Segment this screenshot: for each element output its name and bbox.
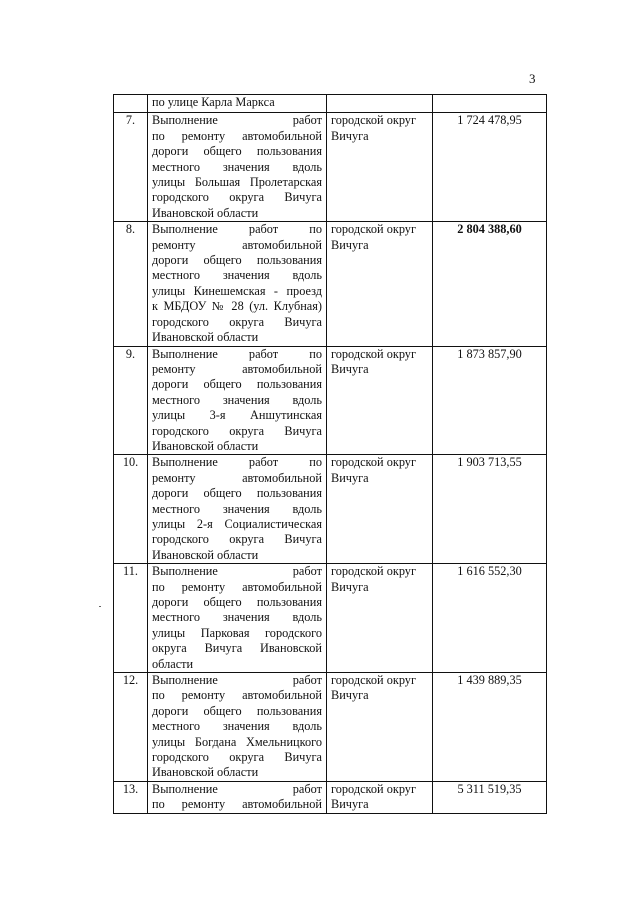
description-line: улицы Богдана Хмельницкого (152, 734, 322, 749)
description-line: Выполнение работ (152, 781, 322, 796)
table-row (114, 564, 547, 673)
table-row (114, 222, 547, 346)
description-line: Выполнение работ (152, 113, 322, 128)
description-line: дороги общего пользования (152, 595, 322, 609)
row-number: 7. (114, 113, 148, 222)
row-place (327, 95, 433, 113)
row-number: 11. (114, 564, 148, 673)
row-number: 9. (114, 346, 148, 455)
description-line: городского округа Вичуга (152, 423, 322, 438)
description-line: по ремонту автомобильной (152, 128, 322, 143)
description-line: Выполнение работ (152, 673, 322, 688)
row-description (148, 673, 327, 782)
row-place: городской округ Вичуга (327, 781, 433, 813)
description-line: городского округа Вичуга (152, 190, 322, 205)
description-line: улицы 2-я Социалистическая (152, 516, 322, 531)
row-place: городской округ Вичуга (327, 113, 433, 222)
description-line: Выполнение работ по (152, 455, 322, 470)
description-line: местного значения вдоль (152, 159, 322, 174)
row-description (148, 781, 327, 813)
table-row (114, 113, 547, 222)
description-line: Ивановской области (152, 330, 259, 345)
description-line: по ремонту автомобильной (152, 579, 322, 594)
row-place: городской округ Вичуга (327, 455, 433, 564)
row-amount: 1 616 552,30 (433, 564, 547, 673)
row-amount: 1 873 857,90 (433, 346, 547, 455)
description-line: дороги общего пользования (152, 377, 322, 392)
description-line: по ремонту автомобильной (152, 797, 322, 812)
row-place: городской округ Вичуга (327, 346, 433, 455)
description-line: дороги общего пользования (152, 486, 322, 501)
table-row (114, 673, 547, 782)
description-line: по улице Карла Маркса (152, 95, 275, 109)
row-description (148, 113, 327, 222)
row-number: 13. (114, 781, 148, 813)
description-line: округа Вичуга Ивановской (152, 641, 322, 656)
table-body (114, 95, 547, 814)
row-description (148, 564, 327, 673)
description-line: Выполнение работ по (152, 222, 322, 237)
row-amount: 1 724 478,95 (433, 113, 547, 222)
description-line: ремонту автомобильной (152, 237, 322, 252)
description-line: Ивановской области (152, 765, 259, 780)
description-line: местного значения вдоль (152, 392, 322, 407)
table-row (114, 455, 547, 564)
table-row (114, 346, 547, 455)
row-amount: 1 439 889,35 (433, 673, 547, 782)
row-place: городской округ Вичуга (327, 673, 433, 782)
description-line: улицы Кинешемская - проезд (152, 283, 322, 298)
page-number: 3 (529, 71, 536, 86)
description-line: дороги общего пользования (152, 144, 322, 159)
description-line: улицы Парковая городского (152, 625, 322, 640)
description-line: городского округа Вичуга (152, 750, 322, 765)
description-line: области (152, 656, 194, 671)
scan-speck (99, 606, 101, 607)
works-table (113, 94, 547, 814)
description-line: местного значения вдоль (152, 719, 322, 734)
description-line: Ивановской области (152, 547, 259, 562)
description-line: местного значения вдоль (152, 268, 322, 283)
table-row (114, 781, 547, 813)
row-amount: 1 903 713,55 (433, 455, 547, 564)
row-place: городской округ Вичуга (327, 222, 433, 346)
row-number: 8. (114, 222, 148, 346)
description-line: Выполнение работ по (152, 346, 322, 361)
description-line: ремонту автомобильной (152, 361, 322, 376)
table-row-continuation (114, 95, 547, 113)
row-amount: 5 311 519,35 (433, 781, 547, 813)
row-number: 10. (114, 455, 148, 564)
description-line: ремонту автомобильной (152, 470, 322, 485)
description-line: городского округа Вичуга (152, 314, 322, 329)
description-line: дороги общего пользования (152, 703, 322, 718)
description-line: Ивановской области (152, 438, 259, 453)
row-description (148, 346, 327, 455)
description-line: местного значения вдоль (152, 501, 322, 516)
row-place: городской округ Вичуга (327, 564, 433, 673)
row-description (148, 222, 327, 346)
description-line: городского округа Вичуга (152, 532, 322, 547)
description-line: улицы 3-я Аншутинская (152, 408, 322, 423)
description-line: Выполнение работ (152, 564, 322, 579)
row-amount (433, 95, 547, 113)
row-amount: 2 804 388,60 (433, 222, 547, 346)
description-line: дороги общего пользования (152, 253, 322, 268)
row-description (148, 455, 327, 564)
description-line: по ремонту автомобильной (152, 688, 322, 703)
description-line: местного значения вдоль (152, 610, 322, 625)
description-line: Ивановской области (152, 205, 259, 220)
row-number (114, 95, 148, 113)
description-line: улицы Большая Пролетарская (152, 175, 322, 190)
row-number: 12. (114, 673, 148, 782)
description-line: к МБДОУ № 28 (ул. Клубная) (152, 299, 322, 314)
row-description (148, 95, 327, 113)
